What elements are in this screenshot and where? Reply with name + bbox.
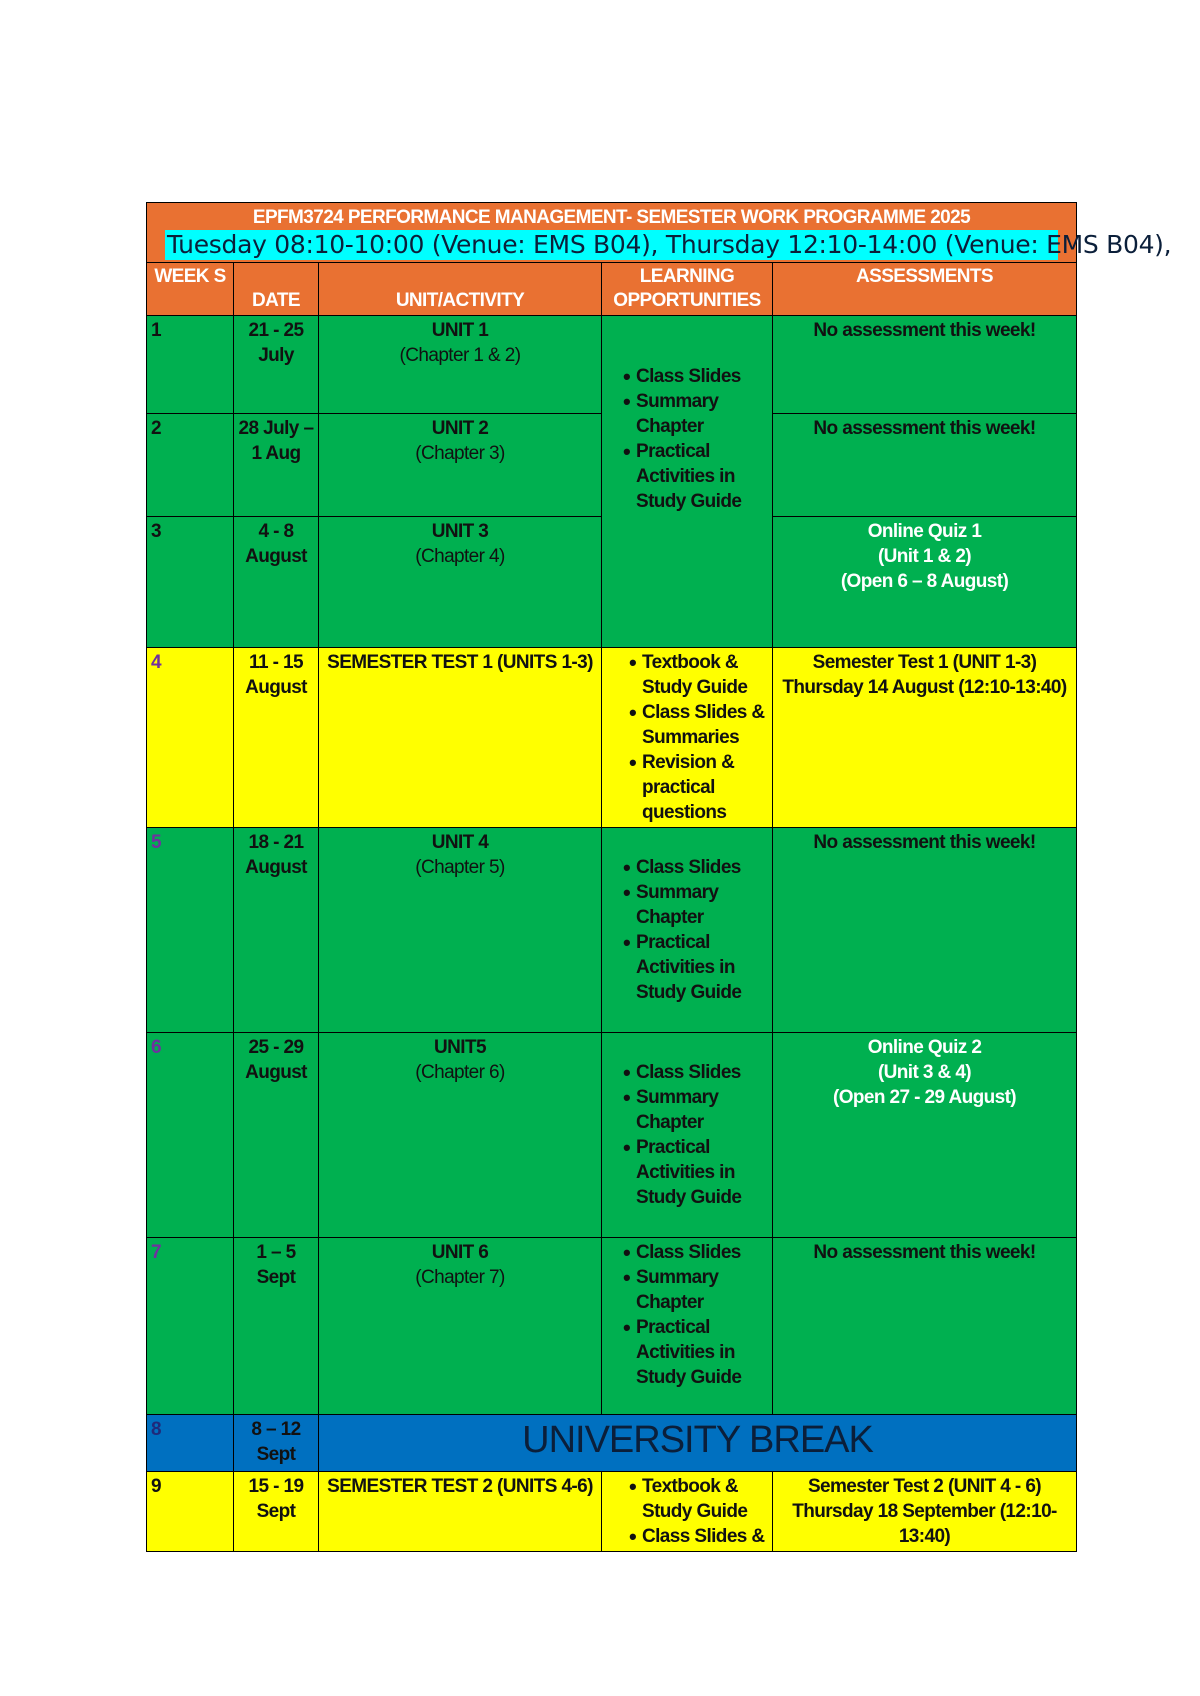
list-item: • Summary Chapter — [636, 1265, 768, 1315]
week-date: 15 - 19 Sept — [234, 1472, 319, 1552]
learning-opportunities — [602, 1238, 773, 1415]
unit-activity — [319, 1033, 602, 1238]
list-item: • Class Slides — [636, 855, 768, 880]
week-number: 3 — [147, 517, 234, 648]
week-date: 1 – 5 Sept — [234, 1238, 319, 1415]
list-item: • Class Slides & Summaries — [642, 700, 768, 750]
learning-list — [622, 855, 768, 1005]
table-row — [147, 1033, 1077, 1238]
unit-activity — [319, 828, 602, 1033]
university-break-banner: UNIVERSITY BREAK — [319, 1415, 1077, 1472]
week-date: 8 – 12 Sept — [234, 1415, 319, 1472]
learning-list — [622, 364, 768, 514]
unit-title: UNIT 4 — [431, 832, 489, 853]
learning-opportunities — [602, 648, 773, 828]
table-row — [147, 1415, 1077, 1472]
document-title: EPFM3724 PERFORMANCE MANAGEMENT- SEMESTER WORK PROGRAMME 2025 — [147, 203, 1077, 231]
quiz-units: (Unit 3 & 4) — [877, 1062, 972, 1083]
unit-title: UNIT 1 — [431, 320, 489, 341]
week-number: 6 — [147, 1033, 234, 1238]
unit-chapter: (Chapter 3) — [415, 443, 505, 464]
unit-activity: SEMESTER TEST 1 (UNITS 1-3) — [319, 648, 602, 828]
unit-chapter: (Chapter 1 & 2) — [399, 345, 521, 366]
col-week: WEEK S — [147, 263, 234, 316]
table-row — [147, 648, 1077, 828]
table-row — [147, 1472, 1077, 1552]
unit-title: UNIT 3 — [431, 521, 489, 542]
list-item: • Class Slides — [636, 1240, 768, 1265]
assessment: No assessment this week! — [773, 1238, 1077, 1415]
unit-activity — [319, 316, 602, 414]
week-date: 25 - 29 August — [234, 1033, 319, 1238]
assessment: Semester Test 1 (UNIT 1-3) Thursday 14 August (12:10-13:40) — [773, 648, 1077, 828]
unit-activity — [319, 414, 602, 517]
quiz-title: Online Quiz 2 — [867, 1037, 982, 1058]
unit-activity: SEMESTER TEST 2 (UNITS 4-6) — [319, 1472, 602, 1552]
schedule-table — [146, 202, 1172, 1552]
title-row — [147, 203, 1077, 231]
unit-activity — [319, 1238, 602, 1415]
list-item: • Class Slides — [636, 1060, 768, 1085]
table-row — [147, 828, 1077, 1033]
table-row — [147, 1238, 1077, 1415]
list-item: • Class Slides — [636, 364, 768, 389]
learning-list — [628, 1474, 768, 1549]
class-schedule: Tuesday 08:10-10:00 (Venue: EMS B04), Thursday 12:10-14:00 (Venue: EMS B04), — [167, 230, 1172, 259]
week-number: 2 — [147, 414, 234, 517]
column-header-row — [147, 263, 1077, 316]
week-date: 18 - 21 August — [234, 828, 319, 1033]
learning-opportunities — [602, 316, 773, 648]
week-number: 1 — [147, 316, 234, 414]
quiz-window: (Open 6 – 8 August) — [840, 571, 1009, 592]
week-date: 21 - 25 July — [234, 316, 319, 414]
quiz-title: Online Quiz 1 — [867, 521, 982, 542]
quiz-units: (Unit 1 & 2) — [877, 546, 972, 567]
week-number: 8 — [147, 1415, 234, 1472]
learning-opportunities — [602, 828, 773, 1033]
unit-title: UNIT5 — [434, 1037, 486, 1058]
learning-list — [628, 650, 768, 825]
list-item: • Textbook & Study Guide — [642, 1474, 768, 1524]
list-item: • Practical Activities in Study Guide — [636, 1135, 768, 1210]
week-date: 28 July – 1 Aug — [234, 414, 319, 517]
list-item: • Practical Activities in Study Guide — [636, 439, 768, 514]
week-number: 5 — [147, 828, 234, 1033]
list-item: • Class Slides & — [642, 1524, 768, 1549]
unit-chapter: (Chapter 5) — [415, 857, 505, 878]
col-learning: LEARNING OPPORTUNITIES — [602, 263, 773, 316]
col-assessments: ASSESSMENTS — [773, 263, 1077, 316]
week-number: 9 — [147, 1472, 234, 1552]
week-date: 11 - 15 August — [234, 648, 319, 828]
work-programme — [146, 202, 1172, 1552]
assessment: Semester Test 2 (UNIT 4 - 6) Thursday 18 September (12:10-13:40) — [773, 1472, 1077, 1552]
learning-opportunities — [602, 1472, 773, 1552]
table-row — [147, 316, 1077, 414]
assessment: No assessment this week! — [773, 316, 1077, 414]
unit-title: UNIT 6 — [431, 1242, 489, 1263]
unit-title: UNIT 2 — [431, 418, 489, 439]
week-date: 4 - 8 August — [234, 517, 319, 648]
unit-activity — [319, 517, 602, 648]
unit-chapter: (Chapter 6) — [415, 1062, 505, 1083]
assessment — [773, 1033, 1077, 1238]
list-item: • Summary Chapter — [636, 389, 768, 439]
schedule-row — [147, 230, 1077, 263]
list-item: • Practical Activities in Study Guide — [636, 1315, 768, 1390]
list-item: • Revision & practical questions — [642, 750, 768, 825]
list-item: • Summary Chapter — [636, 1085, 768, 1135]
learning-opportunities — [602, 1033, 773, 1238]
assessment: No assessment this week! — [773, 414, 1077, 517]
list-item: • Practical Activities in Study Guide — [636, 930, 768, 1005]
learning-list — [622, 1060, 768, 1210]
unit-chapter: (Chapter 7) — [415, 1267, 505, 1288]
list-item: • Textbook & Study Guide — [642, 650, 768, 700]
week-number: 7 — [147, 1238, 234, 1415]
col-unit: UNIT/ACTIVITY — [319, 263, 602, 316]
list-item: • Summary Chapter — [636, 880, 768, 930]
learning-list — [622, 1240, 768, 1390]
col-date: DATE — [234, 263, 319, 316]
assessment: No assessment this week! — [773, 828, 1077, 1033]
unit-chapter: (Chapter 4) — [415, 546, 505, 567]
assessment — [773, 517, 1077, 648]
week-number: 4 — [147, 648, 234, 828]
quiz-window: (Open 27 - 29 August) — [832, 1087, 1017, 1108]
